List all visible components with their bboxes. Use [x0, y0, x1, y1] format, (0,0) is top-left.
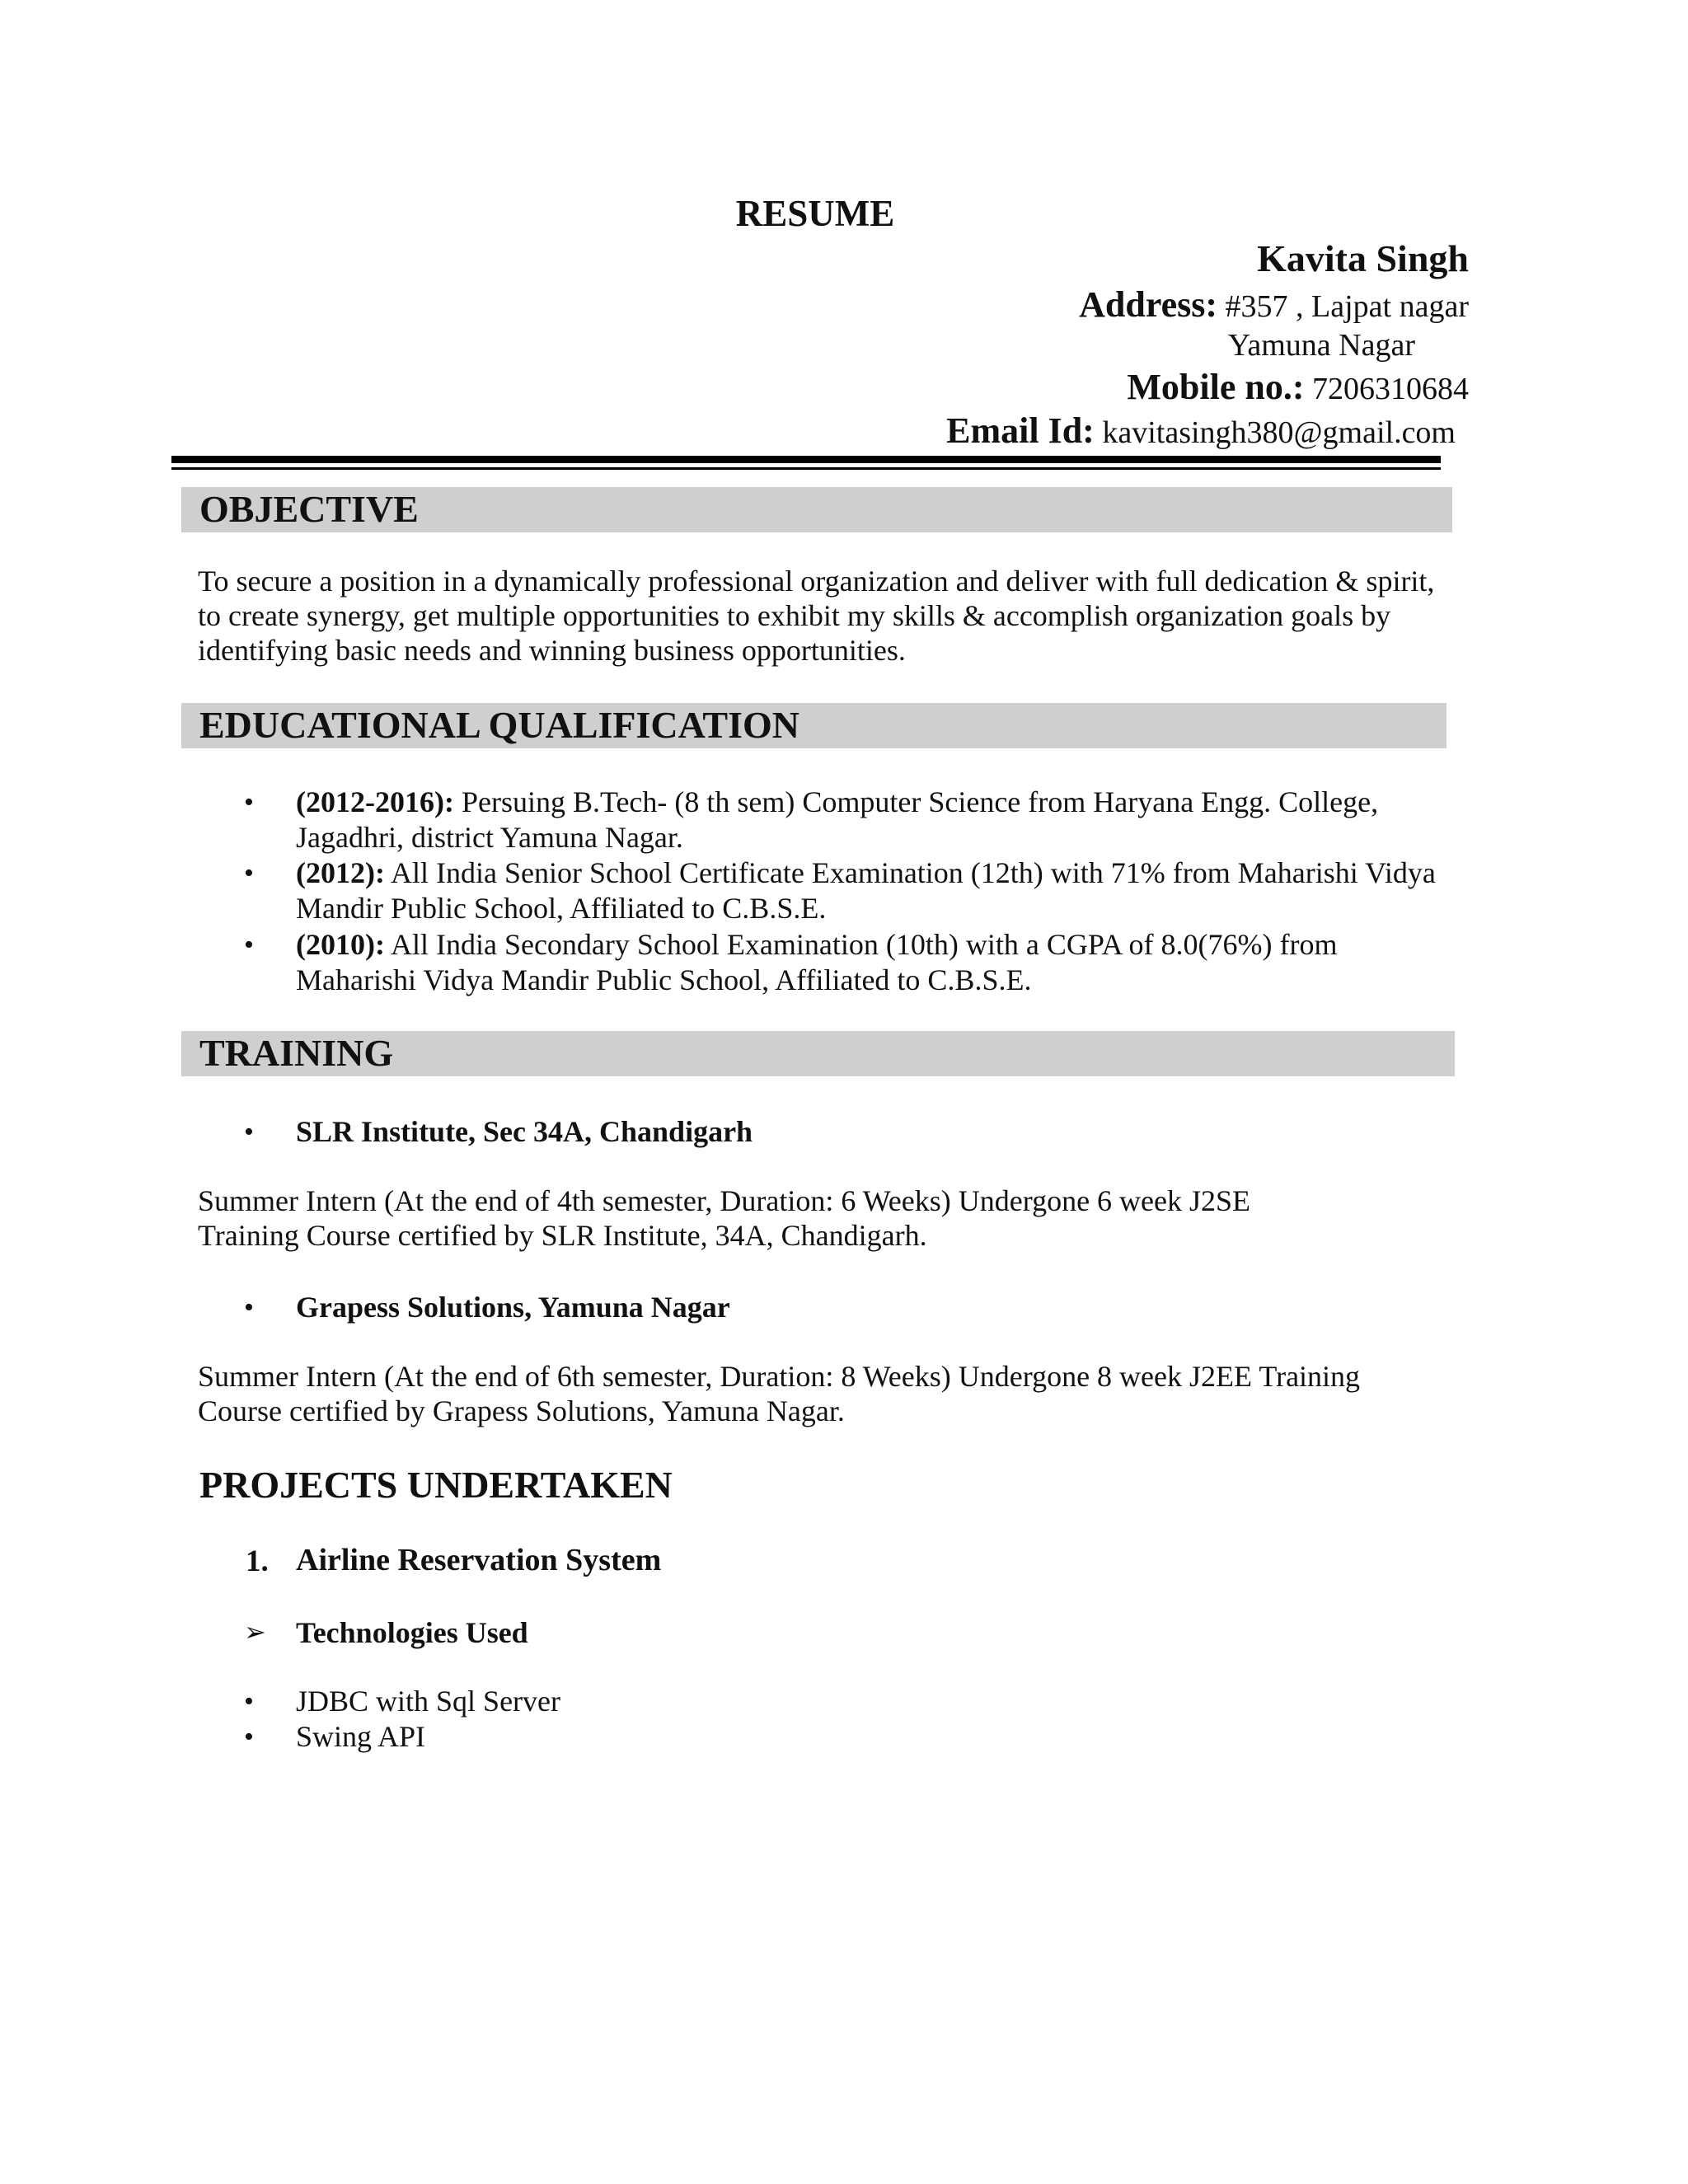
technologies-heading: Technologies Used	[296, 1616, 528, 1649]
education-heading: EDUCATIONAL QUALIFICATION	[199, 704, 800, 746]
technology-item: Swing API	[296, 1720, 426, 1753]
training-desc-1-line-1: Summer Intern (At the end of 4th semester, Duration: 6 Weeks) Undergone 6 week J2SE	[198, 1184, 1251, 1217]
objective-line-2: to create synergy, get multiple opportunities to exhibit my skills & accomplish organization goals by	[198, 599, 1391, 632]
training-desc-1-line-2: Training Course certified by SLR Institute, 34A, Chandigarh.	[198, 1219, 927, 1252]
bullet-icon: •	[244, 1686, 254, 1717]
project-title: Airline Reservation System	[296, 1543, 662, 1577]
bullet-icon: •	[244, 858, 254, 888]
address-label: Address:	[1079, 284, 1218, 325]
education-item-3-cont: Maharishi Vidya Mandir Public School, Affiliated to C.B.S.E.	[296, 963, 1032, 996]
mobile-value: 7206310684	[1304, 372, 1469, 406]
email-line	[946, 410, 1456, 452]
address-value: #357 , Lajpat nagar	[1217, 289, 1469, 324]
candidate-name: Kavita Singh	[1257, 237, 1469, 279]
education-item-2	[296, 855, 1436, 891]
bullet-icon: •	[244, 1722, 254, 1752]
objective-line-1: To secure a position in a dynamically professional organization and deliver with full dedication & spirit,	[198, 565, 1435, 598]
address-line	[1079, 284, 1469, 326]
bullet-icon: •	[244, 787, 254, 818]
training-heading: TRAINING	[199, 1032, 394, 1074]
mobile-label: Mobile no.:	[1127, 367, 1305, 407]
training-desc-2-line-2: Course certified by Grapess Solutions, Yamuna Nagar.	[198, 1394, 845, 1427]
resume-title: RESUME	[735, 193, 895, 234]
training-title-1: SLR Institute, Sec 34A, Chandigarh	[296, 1115, 753, 1148]
email-label: Email Id:	[946, 410, 1095, 451]
bullet-icon: •	[244, 1117, 254, 1147]
arrow-bullet-icon: ➢	[244, 1616, 266, 1647]
header-divider-thin	[171, 467, 1441, 470]
education-item-1-cont: Jagadhri, district Yamuna Nagar.	[296, 821, 683, 854]
education-year: (2010):	[296, 928, 385, 961]
objective-heading: OBJECTIVE	[199, 488, 419, 530]
email-value: kavitasingh380@gmail.com	[1094, 415, 1456, 450]
technology-item: JDBC with Sql Server	[296, 1685, 561, 1718]
header-divider-thick	[171, 456, 1441, 463]
training-title-2: Grapess Solutions, Yamuna Nagar	[296, 1291, 730, 1324]
projects-heading: PROJECTS UNDERTAKEN	[199, 1464, 673, 1506]
education-year: (2012-2016):	[296, 785, 454, 818]
project-number: 1.	[246, 1544, 269, 1578]
education-item-2-cont: Mandir Public School, Affiliated to C.B.S.E.	[296, 892, 827, 925]
education-detail: All India Secondary School Examination (10th) with a CGPA of 8.0(76%) from	[384, 928, 1338, 961]
education-item-3	[296, 927, 1337, 963]
mobile-line	[1127, 366, 1469, 408]
bullet-icon: •	[244, 1292, 254, 1323]
education-detail: Persuing B.Tech- (8 th sem) Computer Science from Haryana Engg. College,	[453, 785, 1379, 818]
education-year: (2012):	[296, 856, 385, 889]
education-item-1	[296, 785, 1378, 820]
objective-line-3: identifying basic needs and winning business opportunities.	[198, 634, 906, 667]
training-desc-2-line-1: Summer Intern (At the end of 6th semester, Duration: 8 Weeks) Undergone 8 week J2EE Training	[198, 1360, 1361, 1393]
education-detail: All India Senior School Certificate Examination (12th) with 71% from Maharishi Vidya	[384, 856, 1436, 889]
address-line-2: Yamuna Nagar	[1227, 328, 1415, 363]
bullet-icon: •	[244, 930, 254, 960]
